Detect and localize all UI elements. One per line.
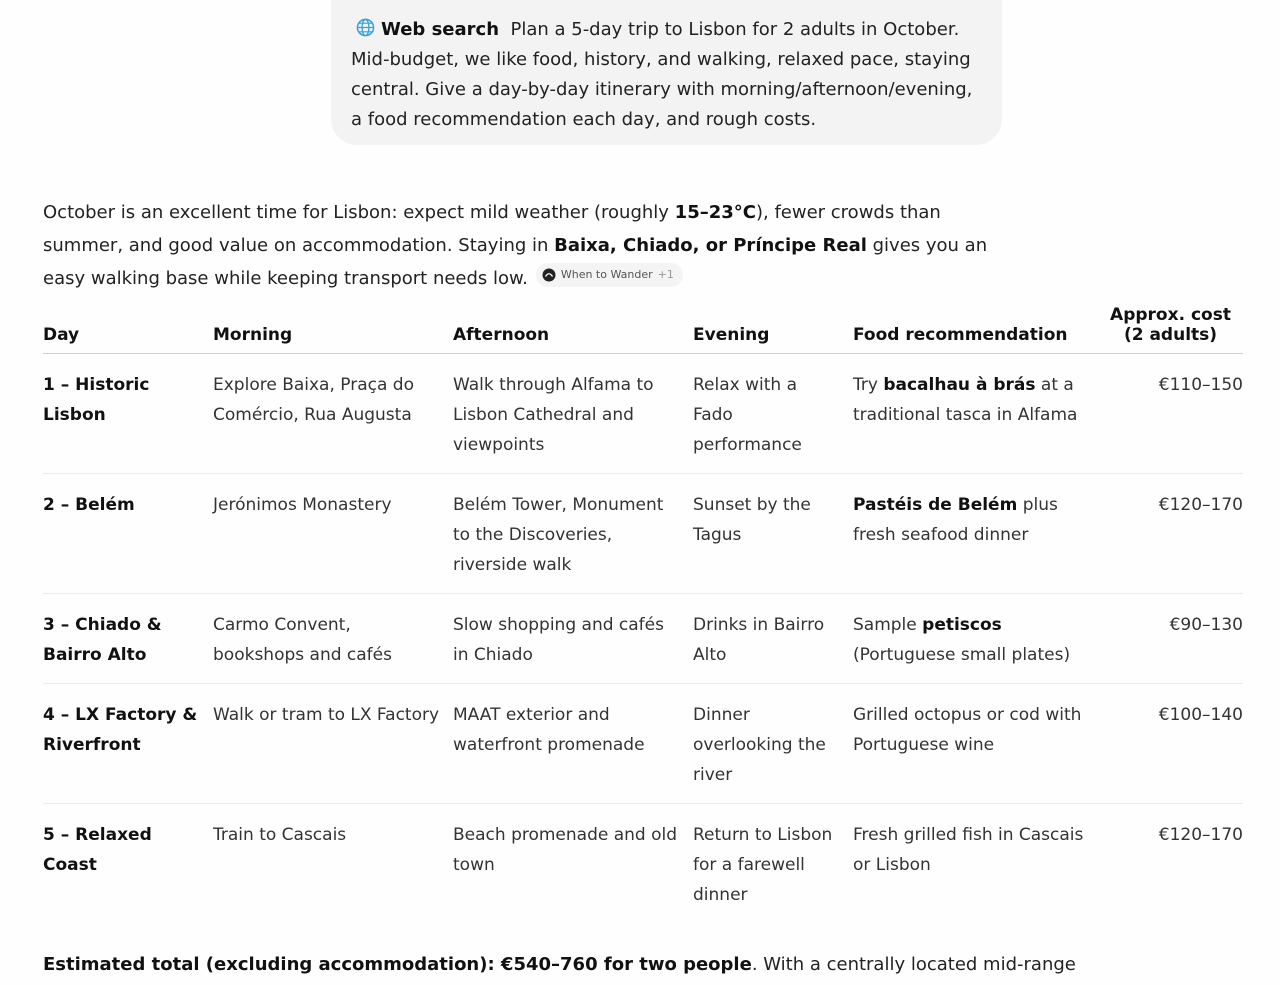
evening-cell: Sunset by the Tagus [693, 474, 853, 594]
evening-cell: Drinks in Bairro Alto [693, 594, 853, 684]
food-text-post: at a traditional tasca in Alfama [853, 375, 1078, 425]
globe-icon [356, 18, 375, 37]
food-text-pre: Fresh grilled fish in Cascais or Lisbon [853, 825, 1084, 875]
morning-cell: Jerónimos Monastery [213, 474, 453, 594]
food-text-post: plus fresh seafood dinner [853, 495, 1058, 545]
day-cell: 1 – Historic Lisbon [43, 354, 213, 474]
header-evening: Evening [693, 305, 853, 354]
evening-cell: Return to Lisbon for a farewell dinner [693, 825, 833, 905]
table-row [43, 804, 1243, 924]
header-day: Day [43, 305, 213, 354]
food-cell [853, 354, 1098, 474]
food-text-bold: Pastéis de Belém [853, 495, 1018, 515]
cost-cell: €100–140 [1098, 684, 1243, 804]
total-estimate: Estimated total (excluding accommodation): €540–760 for two people [43, 954, 752, 975]
cost-cell: €110–150 [1098, 354, 1243, 474]
intro-text-1: October is an excellent time for Lisbon: expect mild weather (roughly [43, 202, 675, 223]
food-cell [853, 684, 1098, 804]
morning-cell: Walk or tram to LX Factory [213, 684, 453, 804]
intro-text-2: ), fewer crowds than summer, and good value on accommodation. Staying in [43, 202, 941, 256]
cost-cell: €90–130 [1098, 594, 1243, 684]
food-text-bold: bacalhau à brás [883, 375, 1036, 395]
food-cell [853, 804, 1098, 924]
source-citation-chip[interactable] [536, 263, 683, 287]
user-message-text: Plan a 5-day trip to Lisbon for 2 adults in October. Mid-budget, we like food, history, and walking, relaxed pace, staying central. Give a day-by-day itinerary with morning/afternoon/evening, a food recommendation each day, and rough costs. [351, 19, 973, 130]
web-search-label: Web search [381, 19, 500, 40]
table-row [43, 684, 1243, 804]
cost-cell: €120–170 [1158, 825, 1243, 845]
intro-paragraph [43, 196, 1003, 295]
day-cell: 3 – Chiado & Bairro Alto [43, 594, 213, 684]
cost-cell: €120–170 [1098, 474, 1243, 594]
food-text-bold: petiscos [922, 615, 1002, 635]
intro-text-3: gives you an easy walking base while keeping transport needs low. [43, 235, 988, 289]
source-favicon-icon [542, 268, 556, 282]
user-message-bubble [331, 0, 1002, 145]
total-paragraph [43, 948, 1243, 981]
table-row [43, 474, 1243, 594]
table-header-row [43, 305, 1243, 354]
table-row [43, 594, 1243, 684]
morning-cell: Explore Baixa, Praça do Comércio, Rua Augusta [213, 354, 453, 474]
total-text: . With a centrally located mid-range [751, 954, 1076, 975]
morning-cell: Train to Cascais [213, 825, 347, 845]
evening-cell: Dinner overlooking the river [693, 684, 853, 804]
food-cell [853, 594, 1098, 684]
header-morning: Morning [213, 305, 453, 354]
source-chip-label: When to Wander [560, 268, 653, 281]
morning-cell: Carmo Convent, bookshops and cafés [213, 594, 453, 684]
day-cell: 4 – LX Factory & Riverfront [43, 684, 213, 804]
afternoon-cell: MAAT exterior and waterfront promenade [453, 684, 693, 804]
day-cell: 2 – Belém [43, 474, 213, 594]
intro-temperature: 15–23°C [674, 202, 756, 223]
afternoon-cell: Beach promenade and old town [453, 825, 678, 875]
header-afternoon: Afternoon [453, 305, 693, 354]
header-cost-line1: Approx. cost [1110, 305, 1231, 325]
food-text-post: (Portuguese small plates) [853, 645, 1071, 665]
food-cell [853, 474, 1098, 594]
intro-neighborhoods: Baixa, Chiado, or Príncipe Real [554, 235, 867, 256]
afternoon-cell: Slow shopping and cafés in Chiado [453, 594, 693, 684]
afternoon-cell: Walk through Alfama to Lisbon Cathedral and viewpoints [453, 354, 693, 474]
day-cell: 5 – Relaxed Coast [43, 825, 152, 875]
header-cost [1098, 305, 1243, 354]
table-row [43, 354, 1243, 474]
food-text-pre: Grilled octopus or cod with Portuguese wine [853, 705, 1082, 755]
header-food: Food recommendation [853, 305, 1098, 354]
header-cost-line2: (2 adults) [1123, 325, 1218, 345]
source-chip-more: +1 [657, 268, 674, 281]
evening-cell: Relax with a Fado performance [693, 354, 853, 474]
itinerary-table [43, 305, 1243, 923]
food-text-pre: Sample [853, 615, 923, 635]
food-text-pre: Try [853, 375, 884, 395]
afternoon-cell: Belém Tower, Monument to the Discoveries, riverside walk [453, 474, 693, 594]
